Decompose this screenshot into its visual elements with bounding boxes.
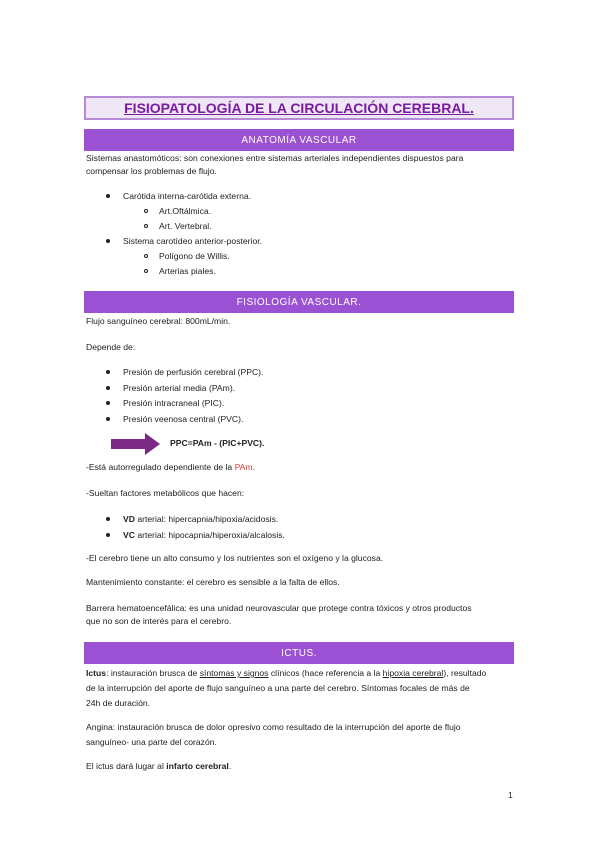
list-item: Carótida interna-carótida externa. (123, 191, 252, 201)
sub-list-item: Polígono de Willis. (159, 251, 230, 261)
bullet-icon (106, 417, 110, 421)
final-text: El ictus dará lugar al infarto cerebral. (86, 761, 232, 771)
mantenimiento-text: Mantenimiento constante: el cerebro es sensible a la falta de ellos. (86, 577, 340, 587)
barrera-line-2: que no son de interés para el cerebro. (86, 616, 232, 626)
page-number: 1 (508, 790, 513, 800)
list-item: Presión intracraneal (PIC). (123, 398, 225, 408)
sub-list-item: Art.Oftálmica. (159, 206, 212, 216)
angina-line-1: Angina: instauración brusca de dolor opresivo como resultado de la interrupción del aporte de flujo (86, 722, 461, 732)
ictus-line-2: de la interrupción del aporte de flujo sanguíneo a una parte del cerebro. Síntomas focales de más de (86, 683, 470, 693)
right-arrow-icon (111, 432, 161, 456)
barrera-line-1: Barrera hematoencefálica: es una unidad neurovascular que protege contra tóxicos y otros productos (86, 603, 472, 613)
flujo-text: Flujo sanguíneo cerebral: 800mL/min. (86, 316, 231, 326)
autorregulado-text: -Está autorregulado dependiente de la PAm. (86, 462, 255, 472)
formula-text: PPC=PAm - (PIC+PVC). (170, 438, 265, 448)
bullet-icon (106, 401, 110, 405)
bullet-icon (106, 194, 110, 198)
bullet-icon (106, 370, 110, 374)
list-item: VC arterial: hipocapnia/hiperoxia/alcalosis. (123, 530, 285, 540)
page-title: FISIOPATOLOGÍA DE LA CIRCULACIÓN CEREBRAL. (124, 100, 474, 116)
page-title-box (84, 96, 514, 120)
section-heading-anatomia: ANATOMÍA VASCULAR (84, 129, 514, 151)
list-item: Presión de perfusión cerebral (PPC). (123, 367, 264, 377)
list-item: VD arterial: hipercapnia/hipoxia/acidosis. (123, 514, 279, 524)
section-heading-fisiologia: FISIOLOGÍA VASCULAR. (84, 291, 514, 313)
depende-text: Depende de: (86, 342, 136, 352)
sub-list-item: Art. Vertebral. (159, 221, 212, 231)
bullet-icon (106, 533, 110, 537)
sueltan-text: -Sueltan factores metabólicos que hacen: (86, 488, 245, 498)
anatomia-intro-line-2: compensar los problemas de flujo. (86, 166, 217, 176)
circle-bullet-icon (144, 224, 148, 228)
ictus-line-1: Ictus: instauración brusca de síntomas y signos clínicos (hace referencia a la hipoxia cerebral), resultado (86, 668, 487, 678)
angina-line-2: sanguíneo- una parte del corazón. (86, 737, 217, 747)
list-item: Presión arterial media (PAm). (123, 383, 236, 393)
anatomia-intro-line-1: Sistemas anastomóticos: son conexiones entre sistemas arteriales independientes dispuestos para (86, 153, 464, 163)
circle-bullet-icon (144, 254, 148, 258)
list-item: Presión veenosa central (PVC). (123, 414, 244, 424)
section-heading-ictus: ICTUS. (84, 642, 514, 664)
cerebro-text: -El cerebro tiene un alto consumo y los nutrientes son el oxígeno y la glucosa. (86, 553, 384, 563)
bullet-icon (106, 517, 110, 521)
list-item: Sistema carotídeo anterior-posterior. (123, 236, 262, 246)
bullet-icon (106, 386, 110, 390)
ictus-line-3: 24h de duración. (86, 698, 151, 708)
circle-bullet-icon (144, 209, 148, 213)
sub-list-item: Arterias piales. (159, 266, 216, 276)
bullet-icon (106, 239, 110, 243)
circle-bullet-icon (144, 269, 148, 273)
